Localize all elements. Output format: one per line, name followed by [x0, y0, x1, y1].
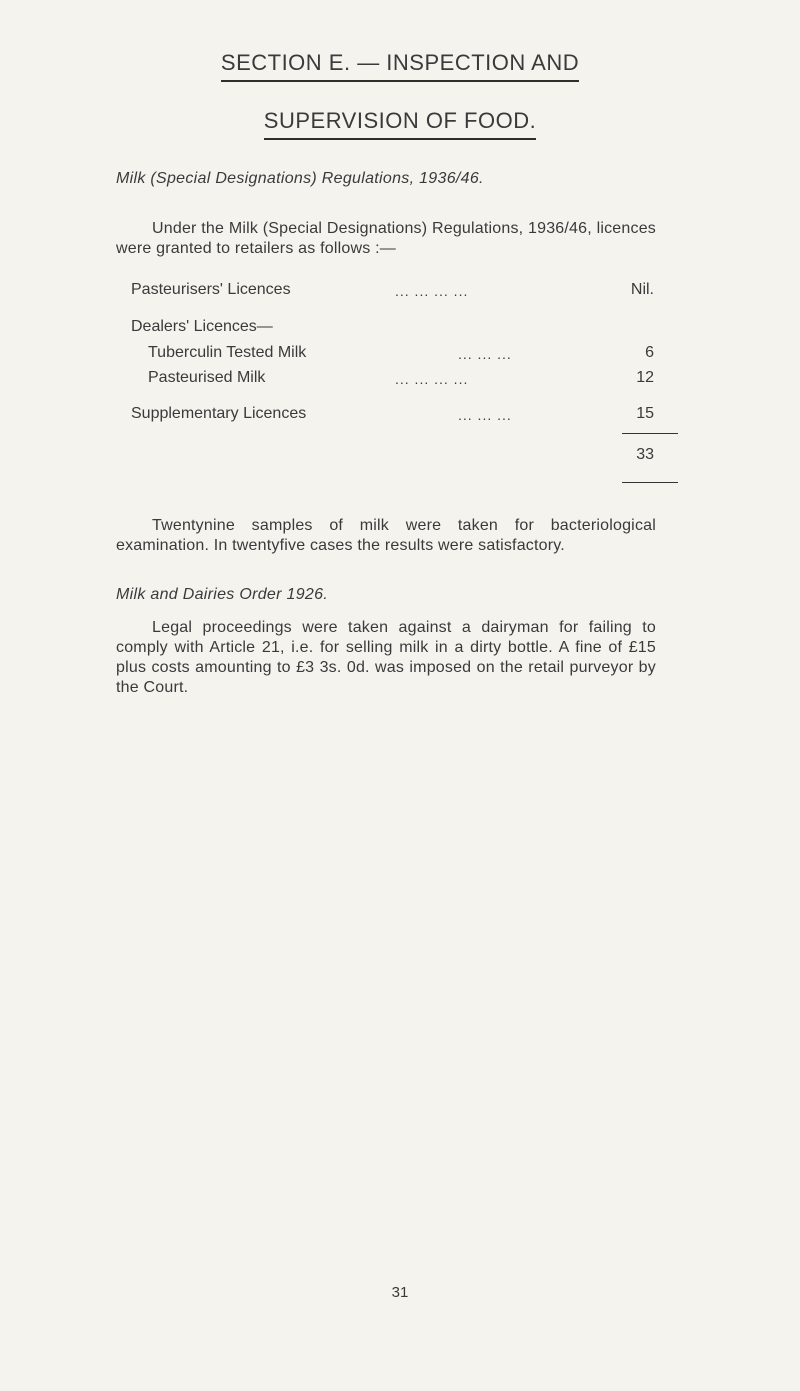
heading-text-2: SUPERVISION OF FOOD. — [264, 108, 536, 140]
legal-proceedings-text: Legal proceedings were taken against a dairyman for failing to comply with Article 21, i.e. for selling milk in a dirty bottle. A fine of £15 plus costs amounting to £3 3s. 0d. was imposed on the retail purveyor by the Court. — [116, 619, 656, 696]
row-dots-pasteurisers: ... ... ... ... — [395, 283, 469, 299]
samples-paragraph — [116, 516, 656, 556]
samples-text: Twentynine samples of milk were taken for bacteriological examination. In twentyfive cases the results were satisfactory. — [116, 517, 656, 554]
section-heading-line-2 — [0, 108, 800, 140]
milk-special-intro — [116, 219, 656, 259]
row-label-supplementary: Supplementary Licences — [131, 405, 307, 422]
row-value-tuberculin: 6 — [645, 344, 654, 361]
licences-total: 33 — [636, 446, 654, 463]
row-dots-supplementary: ... ... ... — [458, 407, 512, 423]
row-label-pasteurisers: Pasteurisers' Licences — [131, 281, 291, 298]
section-heading-line-1 — [0, 50, 800, 82]
total-rule-top — [622, 433, 678, 434]
row-dots-pasteurised: ... ... ... ... — [395, 371, 469, 387]
page-number: 31 — [391, 1284, 409, 1301]
row-value-pasteurised: 12 — [636, 369, 654, 386]
total-rule-bottom — [622, 482, 678, 483]
milk-special-subheading: Milk (Special Designations) Regulations, 1936/46. — [116, 170, 484, 187]
row-value-pasteurisers: Nil. — [630, 281, 654, 298]
heading-text-1: SECTION E. — INSPECTION AND — [221, 50, 579, 82]
legal-proceedings-paragraph — [116, 618, 656, 698]
intro-text: Under the Milk (Special Designations) Regulations, 1936/46, licences were granted to retailers as follows :— — [116, 220, 656, 257]
row-label-pasteurised: Pasteurised Milk — [148, 369, 266, 386]
row-value-supplementary: 15 — [636, 405, 654, 422]
row-label-tuberculin: Tuberculin Tested Milk — [148, 344, 307, 361]
milk-dairies-subheading: Milk and Dairies Order 1926. — [116, 586, 329, 603]
row-label-dealers: Dealers' Licences— — [131, 318, 273, 335]
row-dots-tuberculin: ... ... ... — [458, 346, 512, 362]
